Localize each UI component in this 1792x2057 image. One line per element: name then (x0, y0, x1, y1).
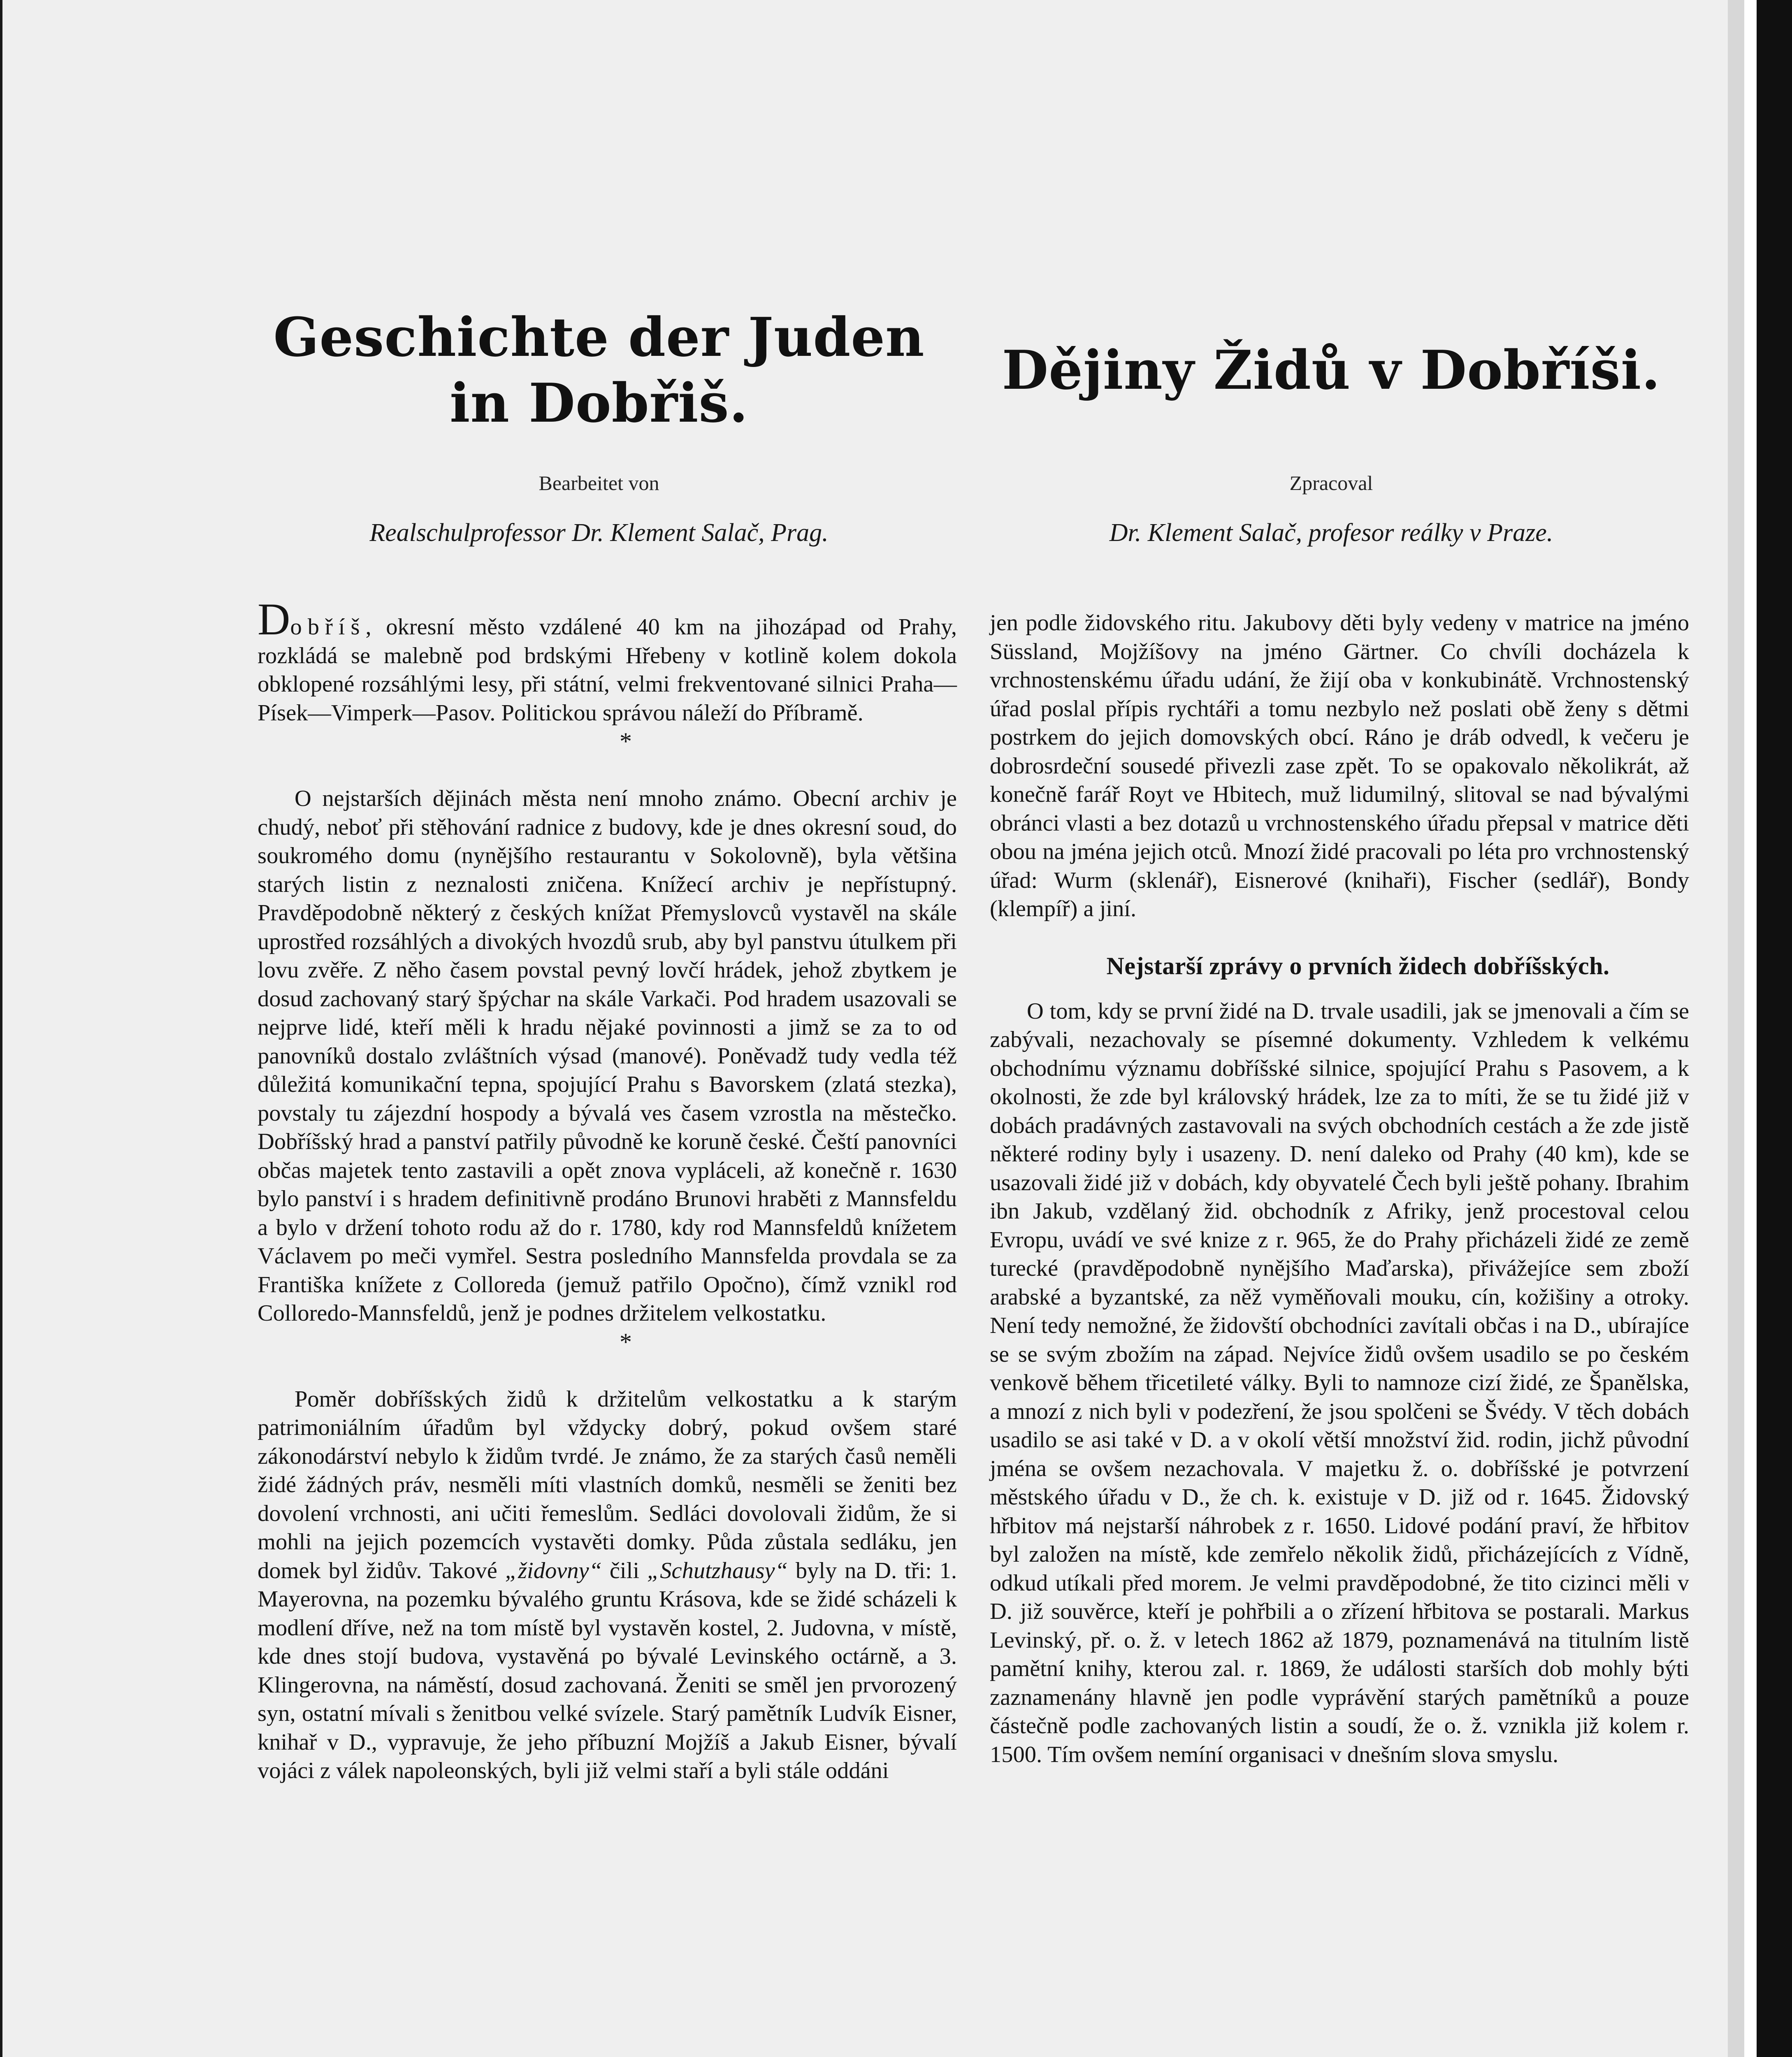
paragraph-relations-text-a: Poměr dobříšských židů k držitelům velkostatku a k starým patrimoniálním úřadům byl vždycky dobrý, pokud ovšem staré zákonodárství nebylo k židům tvrdé. Je známo, že za starých časů neměli židé žádných práv, nesměli míti vlastních domků, nesměli se ženiti bez dovolení vrchnosti, ani učiti řemeslům. Sedláci dovolovali židům, že si mohli na jejich pozemcích vystavěti domky. Půda zůstala sedláku, jen domek byl židův. Takové (258, 1386, 957, 1583)
paragraph-relations-text-c: byly na D. tři: 1. Mayerovna, na pozemku bývalého gruntu Krásova, kde se židé scházeli k modlení dříve, než na tom místě byl vystavěn kostel, 2. Judovna, v místě, kde dnes stojí budova, vystavěná po bývalé Levinského octárně, a 3. Klingerovna, na náměstí, dosud zachovaná. Ženiti se směl jen prvorozený syn, ostatní mívali s ženitbou velké svízele. Starý pamětník Ludvík Eisner, knihař v D., vypravuje, že jeho příbuzní Mojžíš a Jakub Eisner, bývalí vojáci z válek napoleonských, byli již velmi staří a byli stále oddáni (258, 1558, 957, 1783)
left-column (258, 594, 957, 1785)
drop-cap: D (258, 594, 290, 644)
spacer (990, 924, 1689, 952)
author-german: Realschulprofessor Dr. Klement Salač, Prag. (369, 519, 829, 547)
subtitle-german: Bearbeitet von (539, 471, 659, 495)
author-czech: Dr. Klement Salač, profesor reálky v Praze. (1109, 519, 1553, 547)
section-separator-1: * (620, 728, 632, 755)
section-separator-2: * (620, 1328, 632, 1356)
paragraph-relations-text-b: čili (602, 1558, 647, 1583)
term-zidovny: „židovny“ (505, 1558, 602, 1583)
paragraph-oldest-news: O tom, kdy se první židé na D. trvale usadili, jak se jmenovali a čím se zabývali, nezachovaly se písemné dokumenty. Vzhledem k velkému obchodnímu významu dobříšské silnice, spojující Prahu s Pasovem, a k okolnosti, že zde byl královský hrádek, lze za to míti, že se tu židé již v dobách pradávných zastavovali na svých obchodních cestách a že zde jistě některé rodiny byly i usazeny. D. není daleko od Prahy (40 km), kde se usazovali židé již v dobách, kdy obyvatelé Čech byli ještě pohany. Ibrahim ibn Jakub, vzdělaný žid. obchodník z Afriky, jenž procestoval celou Evropu, uvádí ve své knize z r. 965, že do Prahy přicházeli židé ze země turecké (pravděpodobně nynějšího Maďarska), přivážejíce sem zboží arabské a byzantské, za něž vyměňovali mouku, cín, kožišiny a otroky. Není tedy nemožné, že židovští obchodníci zavítali občas i na D., ubírajíce se se svým zbožím na západ. Nejvíce židů ovšem usadilo se po českém venkově během třicetileté války. Byli to namnoze cizí židé, ze Španělska, a mnozí z nich byli v podezření, že jsou spolčeni se Švédy. V těch dobách usadilo se asi také v D. a v okolí větší množství žid. rodin, jichž původní jména se ovšem nezachovala. V majetku ž. o. dobříšské je potvrzení městského úřadu v D., že ch. k. existuje v D. již od r. 1645. Židovský hřbitov má nejstarší náhrobek z r. 1650. Lidové podání praví, že hřbitov byl založen na místě, kde zemřelo několik židů, přicházejících z Vídně, odkud utíkali před morem. Je velmi pravděpodobné, že tito cizinci měli v D. již souvěrce, kteří je pohřbili a o zřízení hřbitova se postarali. Markus Levinský, př. o. ž. v letech 1862 až 1879, poznamenává na titulním listě pamětní knihy, kterou zal. r. 1869, že události starších dob mohly býti zaznamenány hlavně jen podle vyprávění starých pamětníků a pouze částečně podle zachovaných listin a soudí, že o. ž. vznikla již kolem r. 1500. Tím ovšem nemíní organisaci v dnešním slova smyslu. (990, 998, 1689, 1767)
town-name-spaced: obříš (290, 614, 366, 640)
paragraph-continuation: jen podle židovského ritu. Jakubovy děti byly vedeny v matrice na jméno Süssland, Mojžíšovy na jméno Gärtner. Co chvíli docházela k vrchnostenskému úřadu udání, že žijí oba v konkubinátě. Vrchnostenský úřad poslal přípis rychtáři a tomu nezbylo než poslati obě ženy s dětmi postrkem do jejich domovských obcí. Ráno je dráb odvedl, k večeru je dobrosrdeční sousedé přivezli zase zpět. To se opakovalo několikrát, až konečně farář Royt ve Hbitech, muž lidumilný, slitoval se nad bývalými obránci vlasti a bez dotazů u vrchnostenského úřadu přepsal v matrice děti obou na jména jejich otců. Mnozí židé pracovali po léta pro vrchnostenský úřad: Wurm (sklenář), Eisnerové (knihaři), Fischer (sedlář), Bondy (klempíř) a jiní. (990, 610, 1689, 922)
spacer (990, 981, 1689, 997)
term-schutzhausy: „Schutzhausy“ (647, 1558, 788, 1583)
title-german-line-2: in Dobřiš. (450, 371, 748, 434)
right-column (990, 609, 1689, 1769)
paragraph-history: O nejstarších dějinách města není mnoho známo. Obecní archiv je chudý, neboť při stěhování radnice z budovy, kde je dnes okresní soud, do soukromého domu (nynějšího restaurantu v Sokolovně), byla většina starých listin z neznalosti zničena. Knížecí archiv je nepřístupný. Pravděpodobně některý z českých knížat Přemyslovců vystavěl na skále uprostřed rozsáhlých a divokých hvozdů srub, aby byl panstvu útulkem při lovu zvěře. Z něho časem povstal pevný lovčí hrádek, jehož zbytkem je dosud zachovaný starý špýchar na skále Varkači. Pod hradem usazovali se nejprve lidé, kteří měli k hradu nějaké povinnosti a jimž se za to od panovníků dostalo zvláštních výsad (manové). Poněvadž tudy vedla též důležitá komunikační tepna, spojující Prahu s Bavorskem (zlatá stezka), povstaly tu zájezdní hospody a bývalá ves časem vzrostla na městečko. Dobříšský hrad a panství patřily původně ke koruně české. Čeští panovníci občas majetek tento zastavili a opět znova vypláceli, až konečně r. 1630 bylo panství i s hradem definitivně prodáno Brunovi hraběti z Mannsfeldu a bylo v držení tohoto rodu až do r. 1780, kdy rod Mannsfeldů knížetem Václavem po meči vymřel. Sestra posledního Mannsfelda provdala se za Františka knížete z Colloreda (jemuž patřilo Opočno), čímž vznikl rod Colloredo-Mannsfeldů, jenž je podnes držitelem velkostatku. (258, 786, 957, 1326)
spacer (258, 1356, 957, 1385)
paragraph-intro (258, 594, 957, 727)
spacer (258, 756, 957, 785)
section-heading: Nejstarší zprávy o prvních židech dobříšských. (1106, 952, 1610, 980)
title-czech: Dějiny Židů v Dobříši. (1002, 339, 1661, 402)
subtitle-czech: Zpracoval (1289, 471, 1373, 495)
title-german-line-1: Geschichte der Juden (273, 306, 925, 369)
page-edge-border (1728, 0, 1792, 2057)
paragraph-relations (258, 1385, 957, 1785)
paragraph-intro-text: , okresní město vzdálené 40 km na jihozápad od Prahy, rozkládá se malebně pod brdskými Hřebeny v kotlině kolem dokola obklopené rozsáhlými lesy, při státní, velmi frekventované silnici Praha—Písek—Vimperk—Pasov. Politickou správou náleží do Příbramě. (258, 614, 957, 726)
title-german (249, 304, 949, 436)
